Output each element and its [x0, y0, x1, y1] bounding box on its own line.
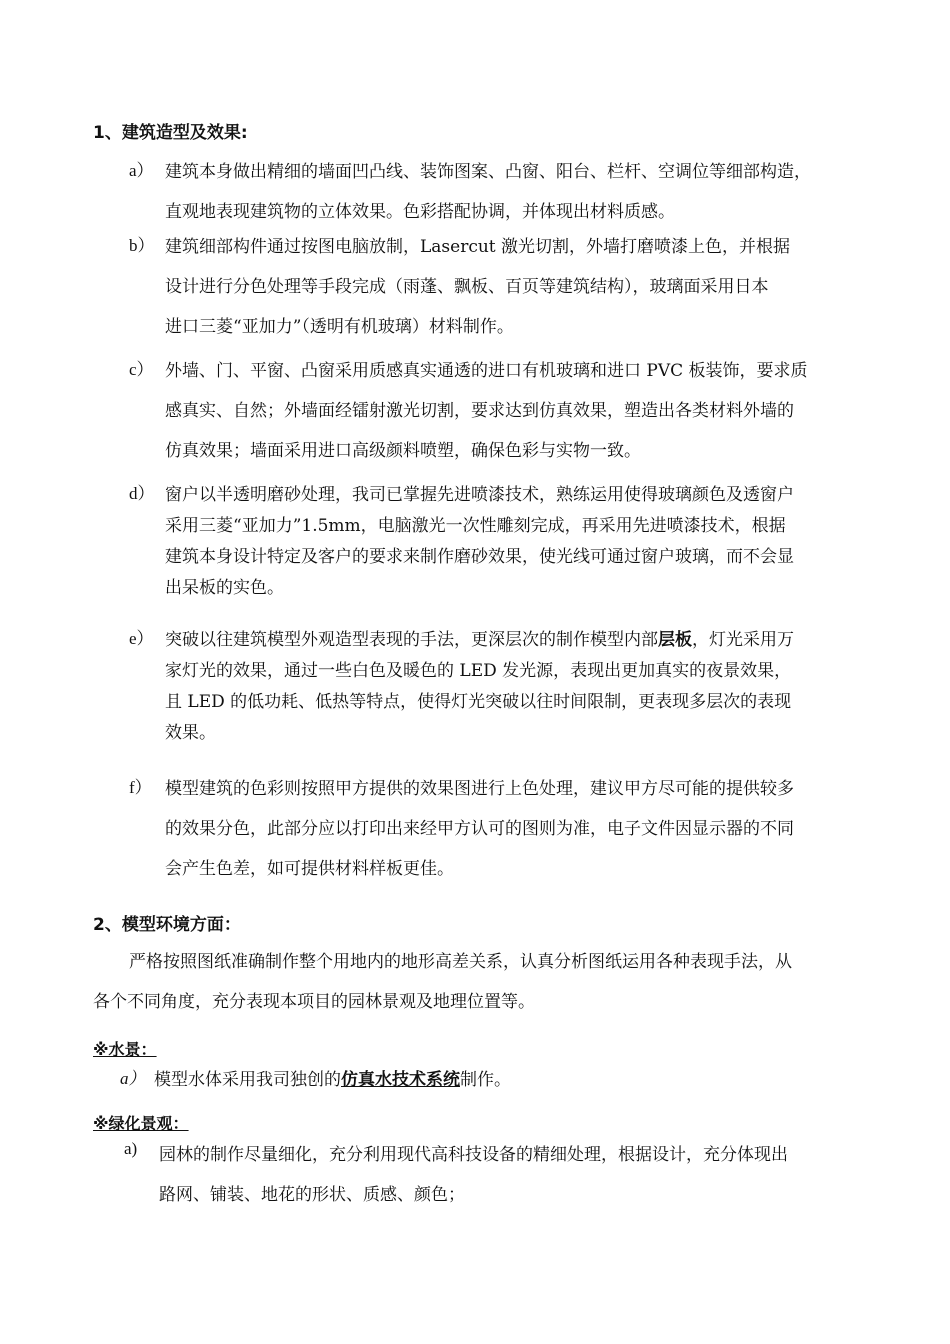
text-line: 各个不同角度，充分表现本项目的园林景观及地理位置等。 [93, 992, 535, 1012]
text-line: 严格按照图纸准确制作整个用地内的地形高差关系，认真分析图纸运用各种表现手法，从 [129, 952, 792, 972]
text-line: 出呆板的实色。 [165, 578, 284, 598]
underlined-term: 仿真水技术系统 [341, 1070, 460, 1090]
bold-term: 层板 [658, 630, 692, 650]
text-segment: ，灯光采用万 [692, 630, 794, 650]
green-heading: ※绿化景观： [93, 1114, 189, 1133]
list-marker: d） [129, 484, 155, 503]
text-segment: 制作。 [460, 1070, 511, 1090]
text-line: 家灯光的效果，通过一些白色及暖色的 LED 发光源，表现出更加真实的夜景效果， [165, 661, 792, 681]
text-line: 感真实、自然；外墙面经镭射激光切割，要求达到仿真效果，塑造出各类材料外墙的 [165, 401, 794, 421]
list-marker: b） [129, 236, 155, 255]
text-line: 采用三菱“亚加力”1.5mm，电脑激光一次性雕刻完成，再采用先进喷漆技术，根据 [165, 516, 786, 536]
text-line: 园林的制作尽量细化，充分利用现代高科技设备的精细处理，根据设计，充分体现出 [159, 1145, 788, 1165]
text-line: 的效果分色，此部分应以打印出来经甲方认可的图则为准，电子文件因显示器的不同 [165, 819, 794, 839]
water-heading: ※水景： [93, 1040, 157, 1059]
list-marker: a) [124, 1139, 138, 1158]
text-line: 路网、铺装、地花的形状、质感、颜色； [159, 1185, 465, 1205]
section-1-heading: 1、建筑造型及效果: [93, 123, 248, 143]
text-line: 窗户以半透明磨砂处理，我司已掌握先进喷漆技术，熟练运用使得玻璃颜色及透窗户 [165, 485, 794, 505]
text-line: 建筑本身做出精细的墙面凹凸线、装饰图案、凸窗、阳台、栏杆、空调位等细部构造， [165, 162, 811, 182]
text-line: 仿真效果；墙面采用进口高级颜料喷塑，确保色彩与实物一致。 [165, 441, 641, 461]
text-segment: 模型水体采用我司独创的 [154, 1070, 341, 1090]
text-line: 模型建筑的色彩则按照甲方提供的效果图进行上色处理，建议甲方尽可能的提供较多 [165, 779, 794, 799]
list-marker: f） [129, 778, 152, 797]
text-segment: 突破以往建筑模型外观造型表现的手法，更深层次的制作模型内部 [165, 630, 658, 650]
text-line: 效果。 [165, 723, 216, 743]
section-2-heading: 2、模型环境方面： [93, 915, 241, 935]
text-line: 且 LED 的低功耗、低热等特点，使得灯光突破以往时间限制，更表现多层次的表现 [165, 692, 792, 712]
text-line: 建筑本身设计特定及客户的要求来制作磨砂效果，使光线可通过窗户玻璃，而不会显 [165, 547, 794, 567]
text-line: 设计进行分色处理等手段完成（雨蓬、飘板、百页等建筑结构），玻璃面采用日本 [165, 277, 769, 297]
list-marker: e） [129, 629, 154, 648]
text-line: 进口三菱“亚加力”（透明有机玻璃）材料制作。 [165, 317, 514, 337]
section-2-paragraph [93, 946, 883, 1026]
list-marker: c） [129, 360, 154, 379]
text-line [165, 624, 889, 655]
text-line: 直观地表现建筑物的立体效果。色彩搭配协调，并体现出材料质感。 [165, 202, 675, 222]
text-line: 外墙、门、平窗、凸窗采用质感真实通透的进口有机玻璃和进口 PVC 板装饰，要求质 [165, 361, 808, 381]
list-marker: a） [129, 161, 154, 180]
text-line [154, 1064, 878, 1104]
text-line: 会产生色差，如可提供材料样板更佳。 [165, 859, 454, 879]
text-line: 建筑细部构件通过按图电脑放制，Lasercut 激光切割，外墙打磨喷漆上色，并根据 [165, 237, 791, 257]
list-marker: a） [120, 1069, 146, 1088]
